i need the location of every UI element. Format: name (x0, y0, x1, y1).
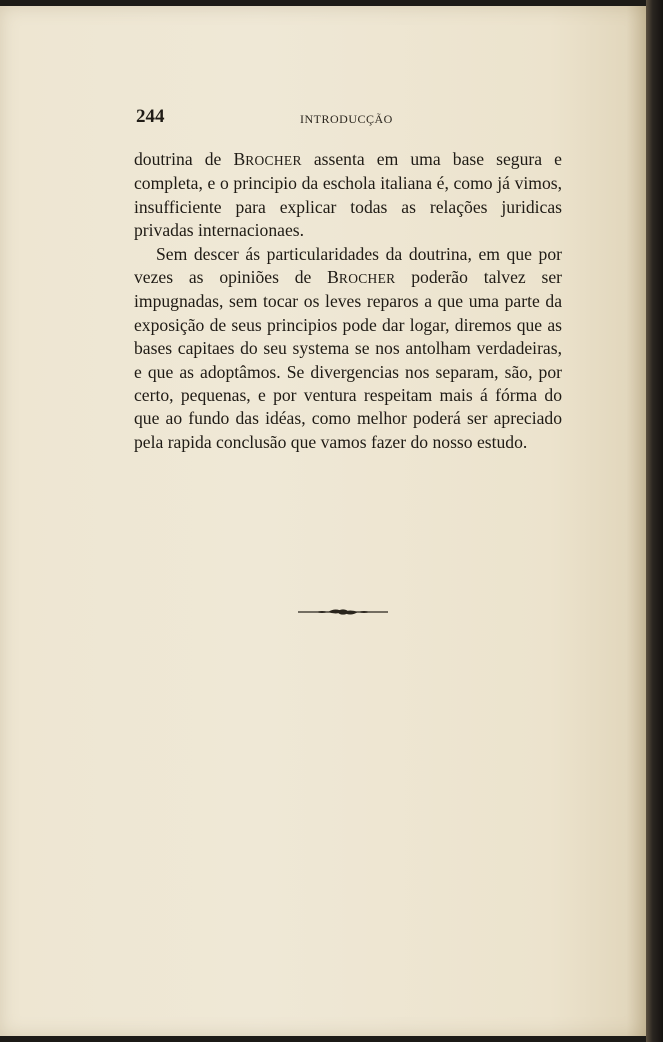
running-head: INTRODUCÇÃO (300, 112, 393, 126)
author-name: BROCHER (233, 149, 302, 169)
page-edge (646, 0, 663, 1042)
text-run: Sem descer ás particularidades da doutrina, em que por vezes as opiniões de (134, 243, 562, 288)
fleuron-ornament-icon (298, 604, 388, 620)
text-run: assenta em uma base segura e completa, e o principio da eschola italiana é, como já vimos, insufficiente para explicar todas as relações juridicas privadas internacionaes. (134, 149, 562, 241)
text-run: doutrina de (134, 149, 234, 169)
text-run: poderão talvez ser impugnadas, sem tocar os leves reparos a que uma parte da exposição de seus principios pode dar logar, diremos que as bases capitaes do seu systema se nos antolham verdadeiras, e que as adoptâmos. Se divergencias nos separam, são, por certo, pequenas, e por ventura respeitam mais á fórma do que ao fundo das idéas, como melhor poderá ser apreciado pela rapida conclusão que vamos fazer do nosso estudo. (134, 267, 563, 452)
body-text (134, 148, 562, 454)
page-header (136, 106, 560, 130)
author-name: BROCHER (327, 267, 396, 288)
book-page (0, 6, 646, 1036)
paragraph (134, 243, 562, 455)
paragraph (134, 148, 562, 243)
page-number: 244 (136, 106, 165, 127)
